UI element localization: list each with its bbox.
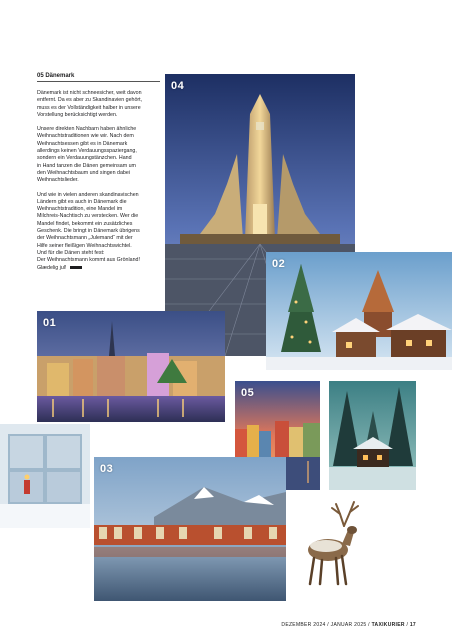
text-line: Unsere direkten Nachbarn haben ähnliche [37, 126, 137, 133]
closing-greeting: Glædelig jul! [37, 264, 67, 271]
photo-number-04: 04 [171, 80, 185, 92]
harbor-illustration [37, 311, 225, 422]
text-line: Hilfe seiner fleißigen Weihnachtswichtel. [37, 242, 132, 249]
text-line: Weihnachtstradition, eine Mandel im [37, 206, 123, 213]
text-line: Mandel findet, bekommt ein zusätzliches [37, 220, 133, 227]
village-illustration [266, 252, 452, 370]
fjord-illustration [94, 457, 286, 601]
window-illustration [0, 424, 90, 528]
paragraph-3 [37, 192, 160, 272]
text-line: Weihnachtslieder. [37, 177, 79, 184]
photo-frosted-window [0, 424, 90, 528]
text-line: in Hand tanzen die Dänen gemeinsam um [37, 162, 136, 169]
text-line: muss es der Vollständigkeit halber in unsere [37, 104, 141, 111]
text-line: Und wie in vielen anderen skandinavischen [37, 191, 139, 198]
photo-number-01: 01 [43, 317, 57, 329]
article-column [37, 72, 160, 279]
text-line [37, 265, 160, 272]
photo-number-02: 02 [272, 258, 286, 270]
end-mark [70, 266, 82, 269]
reindeer-illustration [292, 500, 370, 590]
text-line: Ländern gibt es auch in Dänemark die [37, 198, 127, 205]
text-line: Vorstellung berücksichtigt werden. [37, 111, 118, 118]
cabin-illustration [329, 381, 416, 490]
text-line: entfernt. Da es aber zu Skandinavien gehört, [37, 97, 143, 104]
reindeer-image [292, 500, 370, 590]
text-line: Geschenk. Die bringt in Dänemark übrigens [37, 228, 140, 235]
page-number: 17 [409, 622, 416, 628]
issue-date: DEZEMBER 2024 / JANUAR 2025 / [281, 622, 372, 628]
magazine-name: TAXIKURIER [371, 622, 405, 628]
text-line: Milchreis-Nachtisch zu verstecken. Wer die [37, 213, 139, 220]
text-line: allerdings keinen Verdauungsspaziergang, [37, 148, 137, 155]
text-line: Weihnachtstraditionen wie wir. Nach dem [37, 133, 134, 140]
photo-number-05: 05 [241, 387, 255, 399]
page-separator: / [404, 622, 410, 628]
photo-forest-cabin [329, 381, 416, 490]
text-line: Dänemark ist nicht schneesicher, weit davon [37, 90, 142, 96]
page-footer [281, 622, 416, 628]
text-line: sondern ein Verdauungstänzchen. Hand [37, 155, 132, 162]
paragraph-2 [37, 126, 160, 184]
text-line: Weihnachtsessen gibt es in Dänemark [37, 140, 128, 147]
section-title: 05 Dänemark [37, 72, 160, 82]
photo-fjord-town [94, 457, 286, 601]
photo-number-03: 03 [100, 463, 114, 475]
text-line: Und für die Dänen steht fest: [37, 249, 105, 256]
paragraph-1 [37, 90, 160, 119]
photo-village [266, 252, 452, 370]
text-line: Der Weihnachtsmann kommt aus Grönland! [37, 257, 140, 264]
text-line: den Weihnachtsbaum und singen dabei [37, 169, 130, 176]
text-line: der Weihnachtsmann „Julemand“ mit der [37, 235, 133, 242]
photo-harbor-night [37, 311, 225, 422]
